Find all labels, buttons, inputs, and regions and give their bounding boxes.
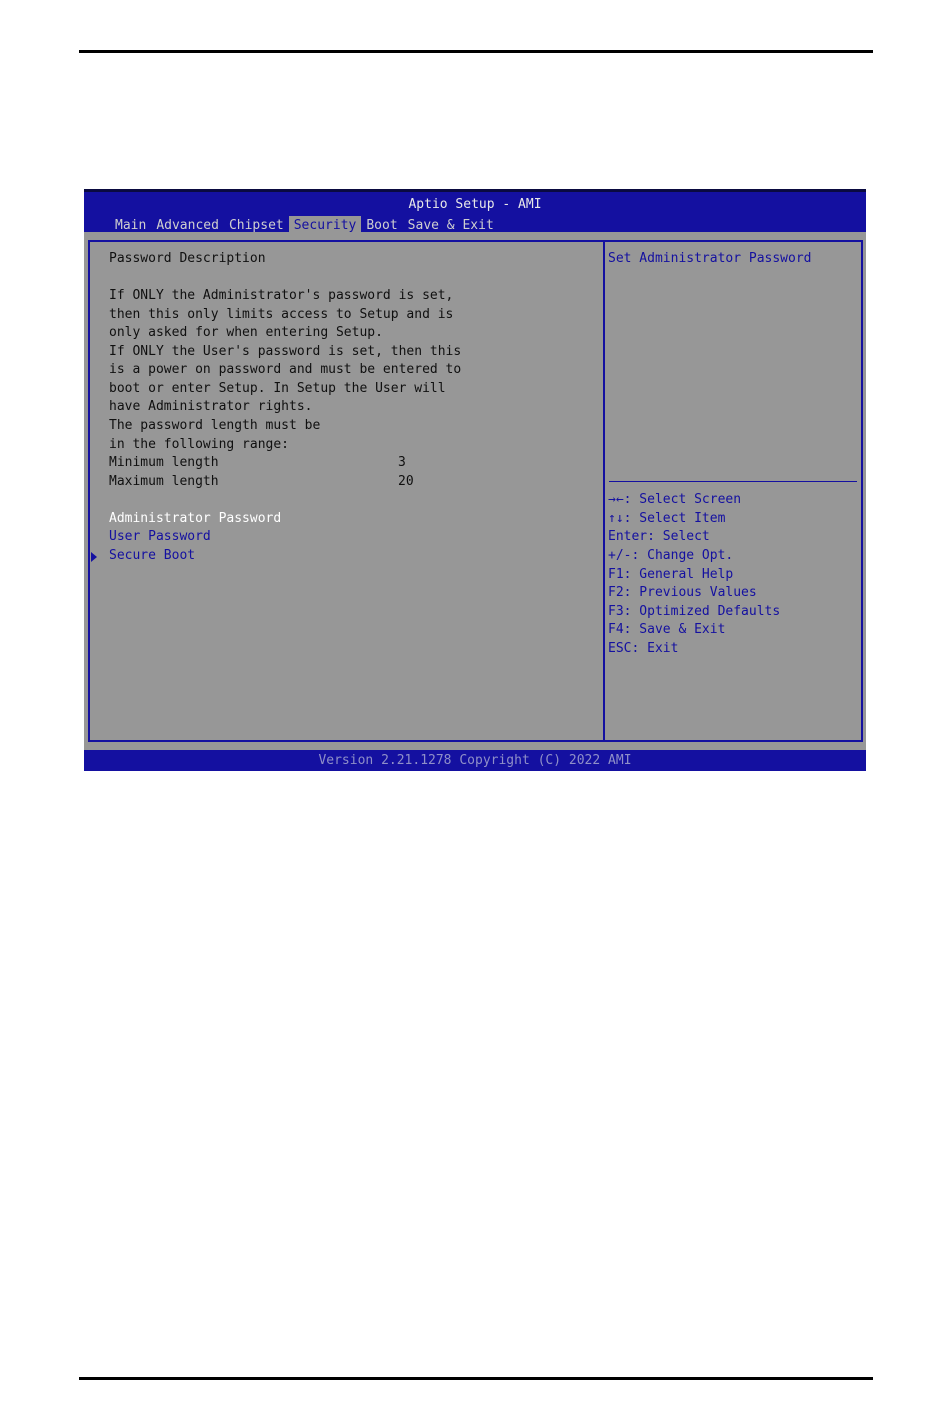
key-hint-f1: F1: General Help (608, 567, 734, 582)
window-title: Aptio Setup - AMI (408, 197, 542, 212)
description-line: have Administrator rights. (109, 399, 313, 414)
key-hint-select-item: ↑↓: Select Item (608, 511, 726, 526)
menu-tabs (110, 216, 499, 235)
description-line: The password length must be (109, 418, 321, 433)
administrator-password-item[interactable]: Administrator Password (109, 511, 282, 526)
tab-save-exit[interactable]: Save & Exit (407, 218, 494, 233)
secure-boot-item[interactable]: Secure Boot (109, 548, 196, 563)
description-line: is a power on password and must be entered to (109, 362, 462, 377)
key-hint-f2: F2: Previous Values (608, 585, 757, 600)
version-footer: Version 2.21.1278 Copyright (C) 2022 AMI (84, 750, 866, 771)
key-hint-select-screen: →←: Select Screen (608, 492, 742, 507)
help-panel (603, 240, 863, 742)
minimum-length-label: Minimum length (109, 455, 219, 470)
key-hint-change-opt: +/-: Change Opt. (608, 548, 734, 563)
description-line: boot or enter Setup. In Setup the User will (109, 381, 446, 396)
user-password-item[interactable]: User Password (109, 529, 211, 544)
maximum-length-value: 20 (398, 474, 414, 489)
maximum-length-label: Maximum length (109, 474, 219, 489)
key-hint-f3: F3: Optimized Defaults (608, 604, 781, 619)
tab-advanced[interactable]: Advanced (156, 218, 219, 233)
description-line: in the following range: (109, 437, 290, 452)
tab-chipset[interactable]: Chipset (228, 218, 284, 233)
help-divider (609, 481, 857, 482)
header-bar (84, 189, 866, 232)
tab-main[interactable]: Main (115, 218, 147, 233)
description-line: If ONLY the User's password is set, then this (109, 344, 462, 359)
password-description-heading: Password Description (109, 251, 266, 266)
description-line: then this only limits access to Setup and is (109, 307, 454, 322)
submenu-arrow-icon (91, 552, 97, 562)
minimum-length-value: 3 (398, 455, 406, 470)
tab-boot[interactable]: Boot (366, 218, 398, 233)
bottom-rule (79, 1377, 873, 1380)
top-rule (79, 50, 873, 53)
settings-panel (88, 240, 603, 742)
help-title: Set Administrator Password (608, 251, 812, 266)
key-hint-f4: F4: Save & Exit (608, 622, 726, 637)
key-hint-esc: ESC: Exit (608, 641, 679, 656)
tab-security[interactable]: Security (289, 216, 362, 235)
bios-setup-screen (84, 189, 866, 771)
description-line: If ONLY the Administrator's password is set, (109, 288, 454, 303)
key-hint-enter: Enter: Select (608, 529, 710, 544)
description-line: only asked for when entering Setup. (109, 325, 383, 340)
